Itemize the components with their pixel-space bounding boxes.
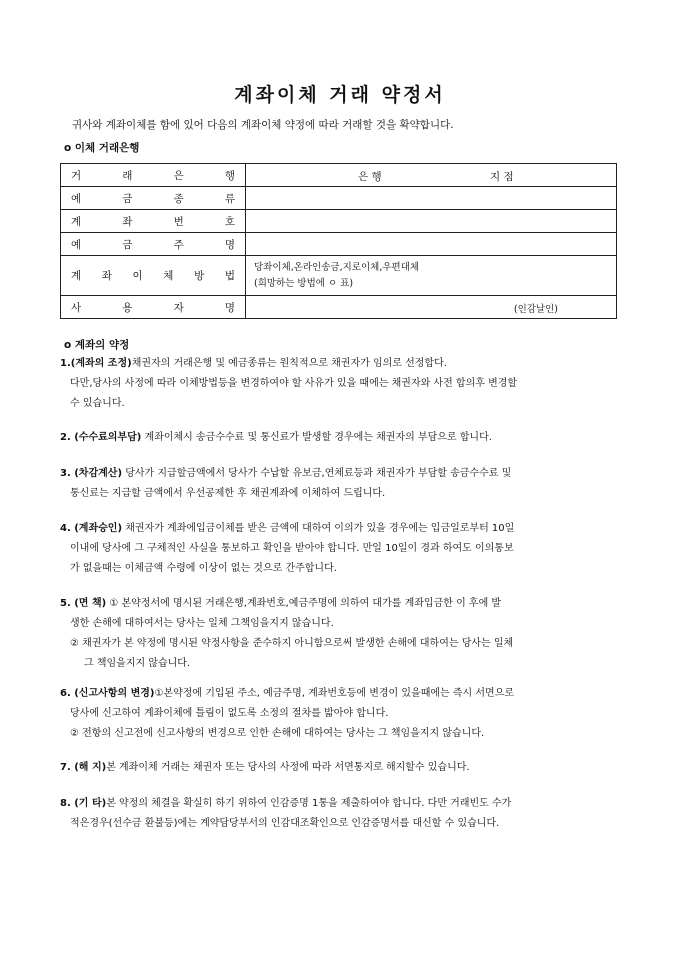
terms-section-title: o 계좌의 약정 [64,339,130,351]
label-char: 종 [173,192,184,205]
account-type-value-cell[interactable] [246,187,617,210]
clause-text: 다만,당사의 사정에 따라 이체방법등을 변경하여야 할 사유가 있을 때에는 채권자와 사전 합의후 변경할 [70,378,518,389]
label-char: 법 [224,270,235,282]
clause-text: 생한 손해에 대하여서는 당사는 일체 그책임을지지 않습니다. [70,618,334,629]
clause-heading: 7. (해 지) [60,762,107,773]
row-transfer-method [61,256,617,296]
account-holder-value-cell[interactable] [246,233,617,256]
label-char: 거 [71,169,82,182]
label-char: 용 [122,301,133,314]
label-char: 명 [224,238,235,251]
user-name-value-cell[interactable] [246,296,617,319]
label-account-type [61,187,246,210]
clause-text: 통신료는 지급할 금액에서 우선공제한 후 채권계좌에 이체하여 드립니다. [70,488,386,499]
label-char: 이 [132,270,143,282]
clause-text: ② 전항의 신고전에 신고사항의 변경으로 인한 손해에 대하여는 당사는 그 책임을지지 않습니다. [70,728,485,739]
clause-heading: 1.(계좌의 조정) [60,358,132,369]
clause-3 [60,464,625,504]
label-char: 금 [122,192,133,205]
clause-heading: 6. (신고사항의 변경) [60,688,155,699]
clause-text: 채권자의 거래은행 및 예금종류는 원칙적으로 채권자가 임의로 선정합다. [131,358,447,369]
document-title: 계좌이체 거래 약정서 [234,84,446,106]
label-char: 번 [173,215,184,228]
label-char: 좌 [101,270,112,282]
clause-text: 수 있습니다. [70,398,125,409]
clause-text: 채권자가 계좌에입금이체를 받은 금액에 대하여 이의가 있을 경우에는 입금일로부터 10일 [125,523,515,534]
label-bank [61,164,246,187]
label-user-name [61,296,246,319]
label-char: 자 [173,301,184,314]
clause-6 [60,684,625,744]
label-char: 예 [71,192,82,205]
clause-4 [60,519,625,579]
label-char: 금 [122,238,133,251]
clause-heading: 8. (기 타) [60,798,107,809]
clause-1 [60,354,625,414]
row-bank [61,164,617,187]
clause-7 [60,758,625,778]
label-char: 주 [173,238,184,251]
label-char: 은 [173,169,184,182]
label-char: 명 [224,301,235,314]
label-char: 좌 [122,215,133,228]
branch-label: 지 점 [490,171,514,183]
clause-text: 가 없을때는 이체금액 수령에 이상이 없는 것으로 간주합니다. [70,563,337,574]
row-account-type [61,187,617,210]
row-account-holder [61,233,617,256]
label-char: 계 [71,270,82,282]
clause-heading: 3. (차감계산) [60,468,123,479]
clause-text: 적은경우(선수금 환불등)에는 계약담당부서의 인감대조확인으로 인감증명서를 대신할 수 있습니다. [70,818,500,829]
clause-heading: 5. (면 책) [60,598,107,609]
bank-value-cell[interactable] [246,164,617,187]
label-char: 방 [194,270,205,282]
bank-section-title: o 이체 거래은행 [64,142,140,154]
label-char: 체 [163,270,174,282]
clause-text: 이내에 당사에 그 구체적인 사실을 통보하고 확인을 받아야 합니다. 만일 10일이 경과 하여도 이의통보 [70,543,514,554]
row-account-number [61,210,617,233]
clause-8 [60,794,625,834]
label-char: 류 [224,192,235,205]
clause-text: 그 책임을지지 않습니다. [84,658,191,669]
intro-text: 귀사와 계좌이체를 함에 있어 다음의 계좌이체 약정에 따라 거래할 것을 확약합니다. [72,119,454,131]
clause-text: 본 계좌이체 거래는 채권자 또는 당사의 사정에 따라 서면통지로 해지할수 있습니다. [106,762,470,773]
row-user-name [61,296,617,319]
label-account-number [61,210,246,233]
label-char: 래 [122,169,133,182]
transfer-method-options: 당좌이체,온라인송금,지로이체,우편대체 [254,261,420,273]
label-char: 행 [224,169,235,182]
transfer-method-value-cell[interactable] [246,256,617,296]
label-char: 예 [71,238,82,251]
clause-text: 당사가 지급할금액에서 당사가 수납할 유보금,연체료등과 채권자가 부담할 송금수수료 및 [125,468,512,479]
label-transfer-method [61,256,246,296]
label-char: 계 [71,215,82,228]
clause-5 [60,594,625,674]
bank-info-table [60,163,617,319]
clause-heading: 4. (계좌승인) [60,523,123,534]
bank-name-label: 은 행 [358,171,382,183]
label-char: 호 [224,215,235,228]
clause-text: ② 채권자가 본 약정에 명시된 약정사항을 준수하지 아니함으로써 발생한 손해에 대하여는 당사는 일체 [70,638,514,649]
clause-text: ①본약정에 기입된 주소, 예금주명, 계좌번호등에 변경이 있을때에는 즉시 서면으로 [154,688,515,699]
label-account-holder [61,233,246,256]
seal-label: (인감날인) [513,304,558,315]
clause-text: 계좌이체시 송금수수료 및 통신료가 발생할 경우에는 채권자의 부담으로 합니다. [144,432,492,443]
account-number-value-cell[interactable] [246,210,617,233]
clause-heading: 2. (수수료의부담) [60,432,142,443]
label-char: 사 [71,301,82,314]
clause-text: ① 본약정서에 명시된 거래은행,계좌번호,예금주명에 의하여 대가를 계좌입금한 이 후에 발 [109,598,502,609]
transfer-method-note: (희망하는 방법에 ㅇ 표) [254,277,354,289]
clause-2 [60,428,625,448]
clause-text: 당사에 신고하여 계좌이체에 틀림이 없도록 소정의 절차를 밟아야 합니다. [70,708,389,719]
clause-text: 본 약정의 체결을 확실히 하기 위하여 인감증명 1통을 제출하여야 합니다. 다만 거래빈도 수가 [106,798,512,809]
